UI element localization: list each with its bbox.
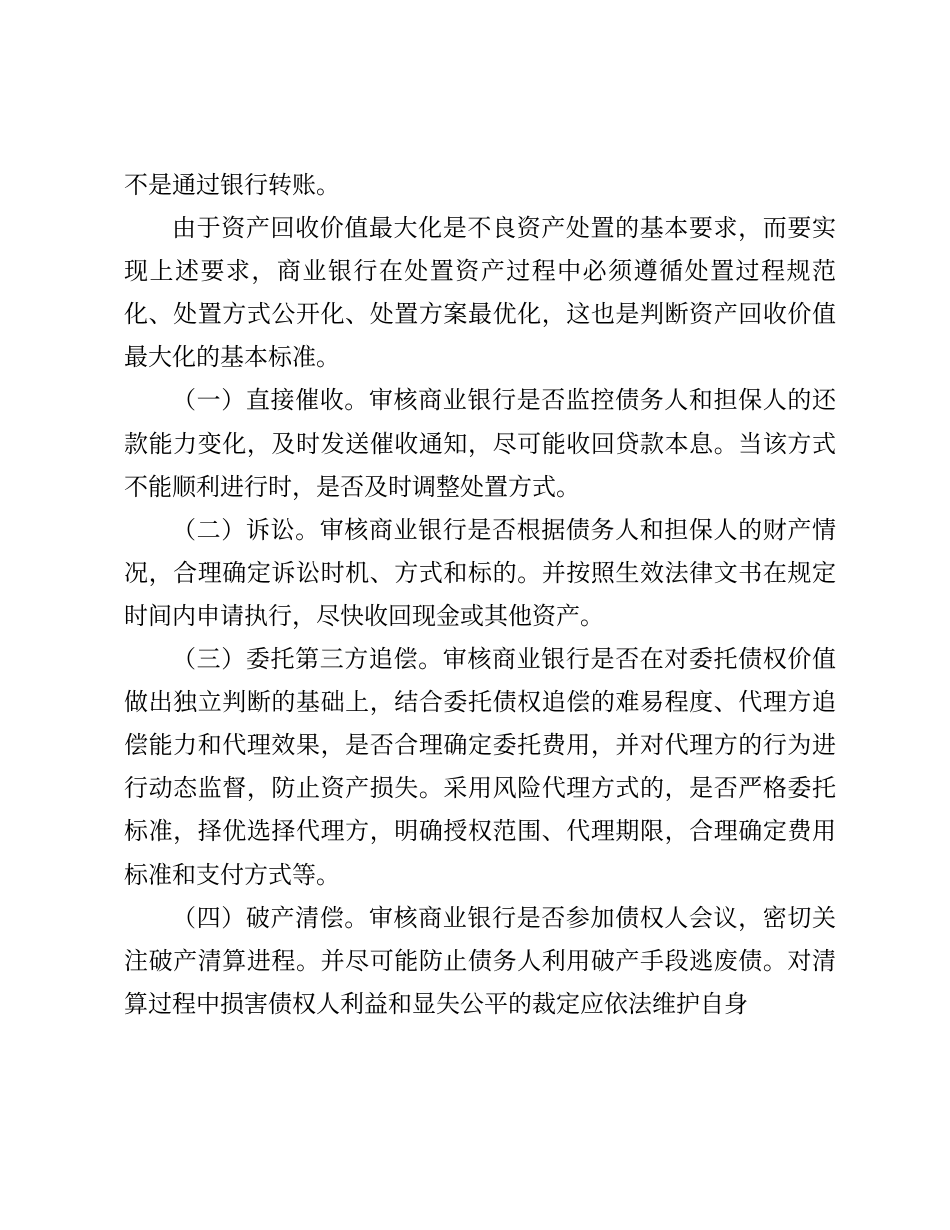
document-body (124, 164, 836, 1026)
paragraph-bankruptcy-repayment: （四）破产清偿。审核商业银行是否参加债权人会议，密切关注破产清算进程。并尽可能防止债务人利用破产手段逃废债。对清算过程中损害债权人利益和显失公平的裁定应依法维护自身 (124, 903, 836, 1018)
paragraph-continuation: 不是通过银行转账。 (124, 171, 340, 199)
paragraph-direct-collection: （一）直接催收。审核商业银行是否监控债务人和担保人的还款能力变化，及时发送催收通知，尽可能收回贷款本息。当该方式不能顺利进行时，是否及时调整处置方式。 (124, 386, 836, 501)
paragraph-third-party-recovery: （三）委托第三方追偿。审核商业银行是否在对委托债权价值做出独立判断的基础上，结合委托债权追偿的难易程度、代理方追偿能力和代理效果，是否合理确定委托费用，并对代理方的行为进行动态监督，防止资产损失。采用风险代理方式的，是否严格委托标准，择优选择代理方，明确授权范围、代理期限，合理确定费用标准和支付方式等。 (124, 645, 836, 889)
paragraph-litigation: （二）诉讼。审核商业银行是否根据债务人和担保人的财产情况，合理确定诉讼时机、方式和标的。并按照生效法律文书在规定时间内申请执行，尽快收回现金或其他资产。 (124, 515, 836, 630)
paragraph-recovery-value: 由于资产回收价值最大化是不良资产处置的基本要求，而要实现上述要求，商业银行在处置资产过程中必须遵循处置过程规范化、处置方式公开化、处置方案最优化，这也是判断资产回收价值最大化的基本标准。 (124, 214, 836, 372)
